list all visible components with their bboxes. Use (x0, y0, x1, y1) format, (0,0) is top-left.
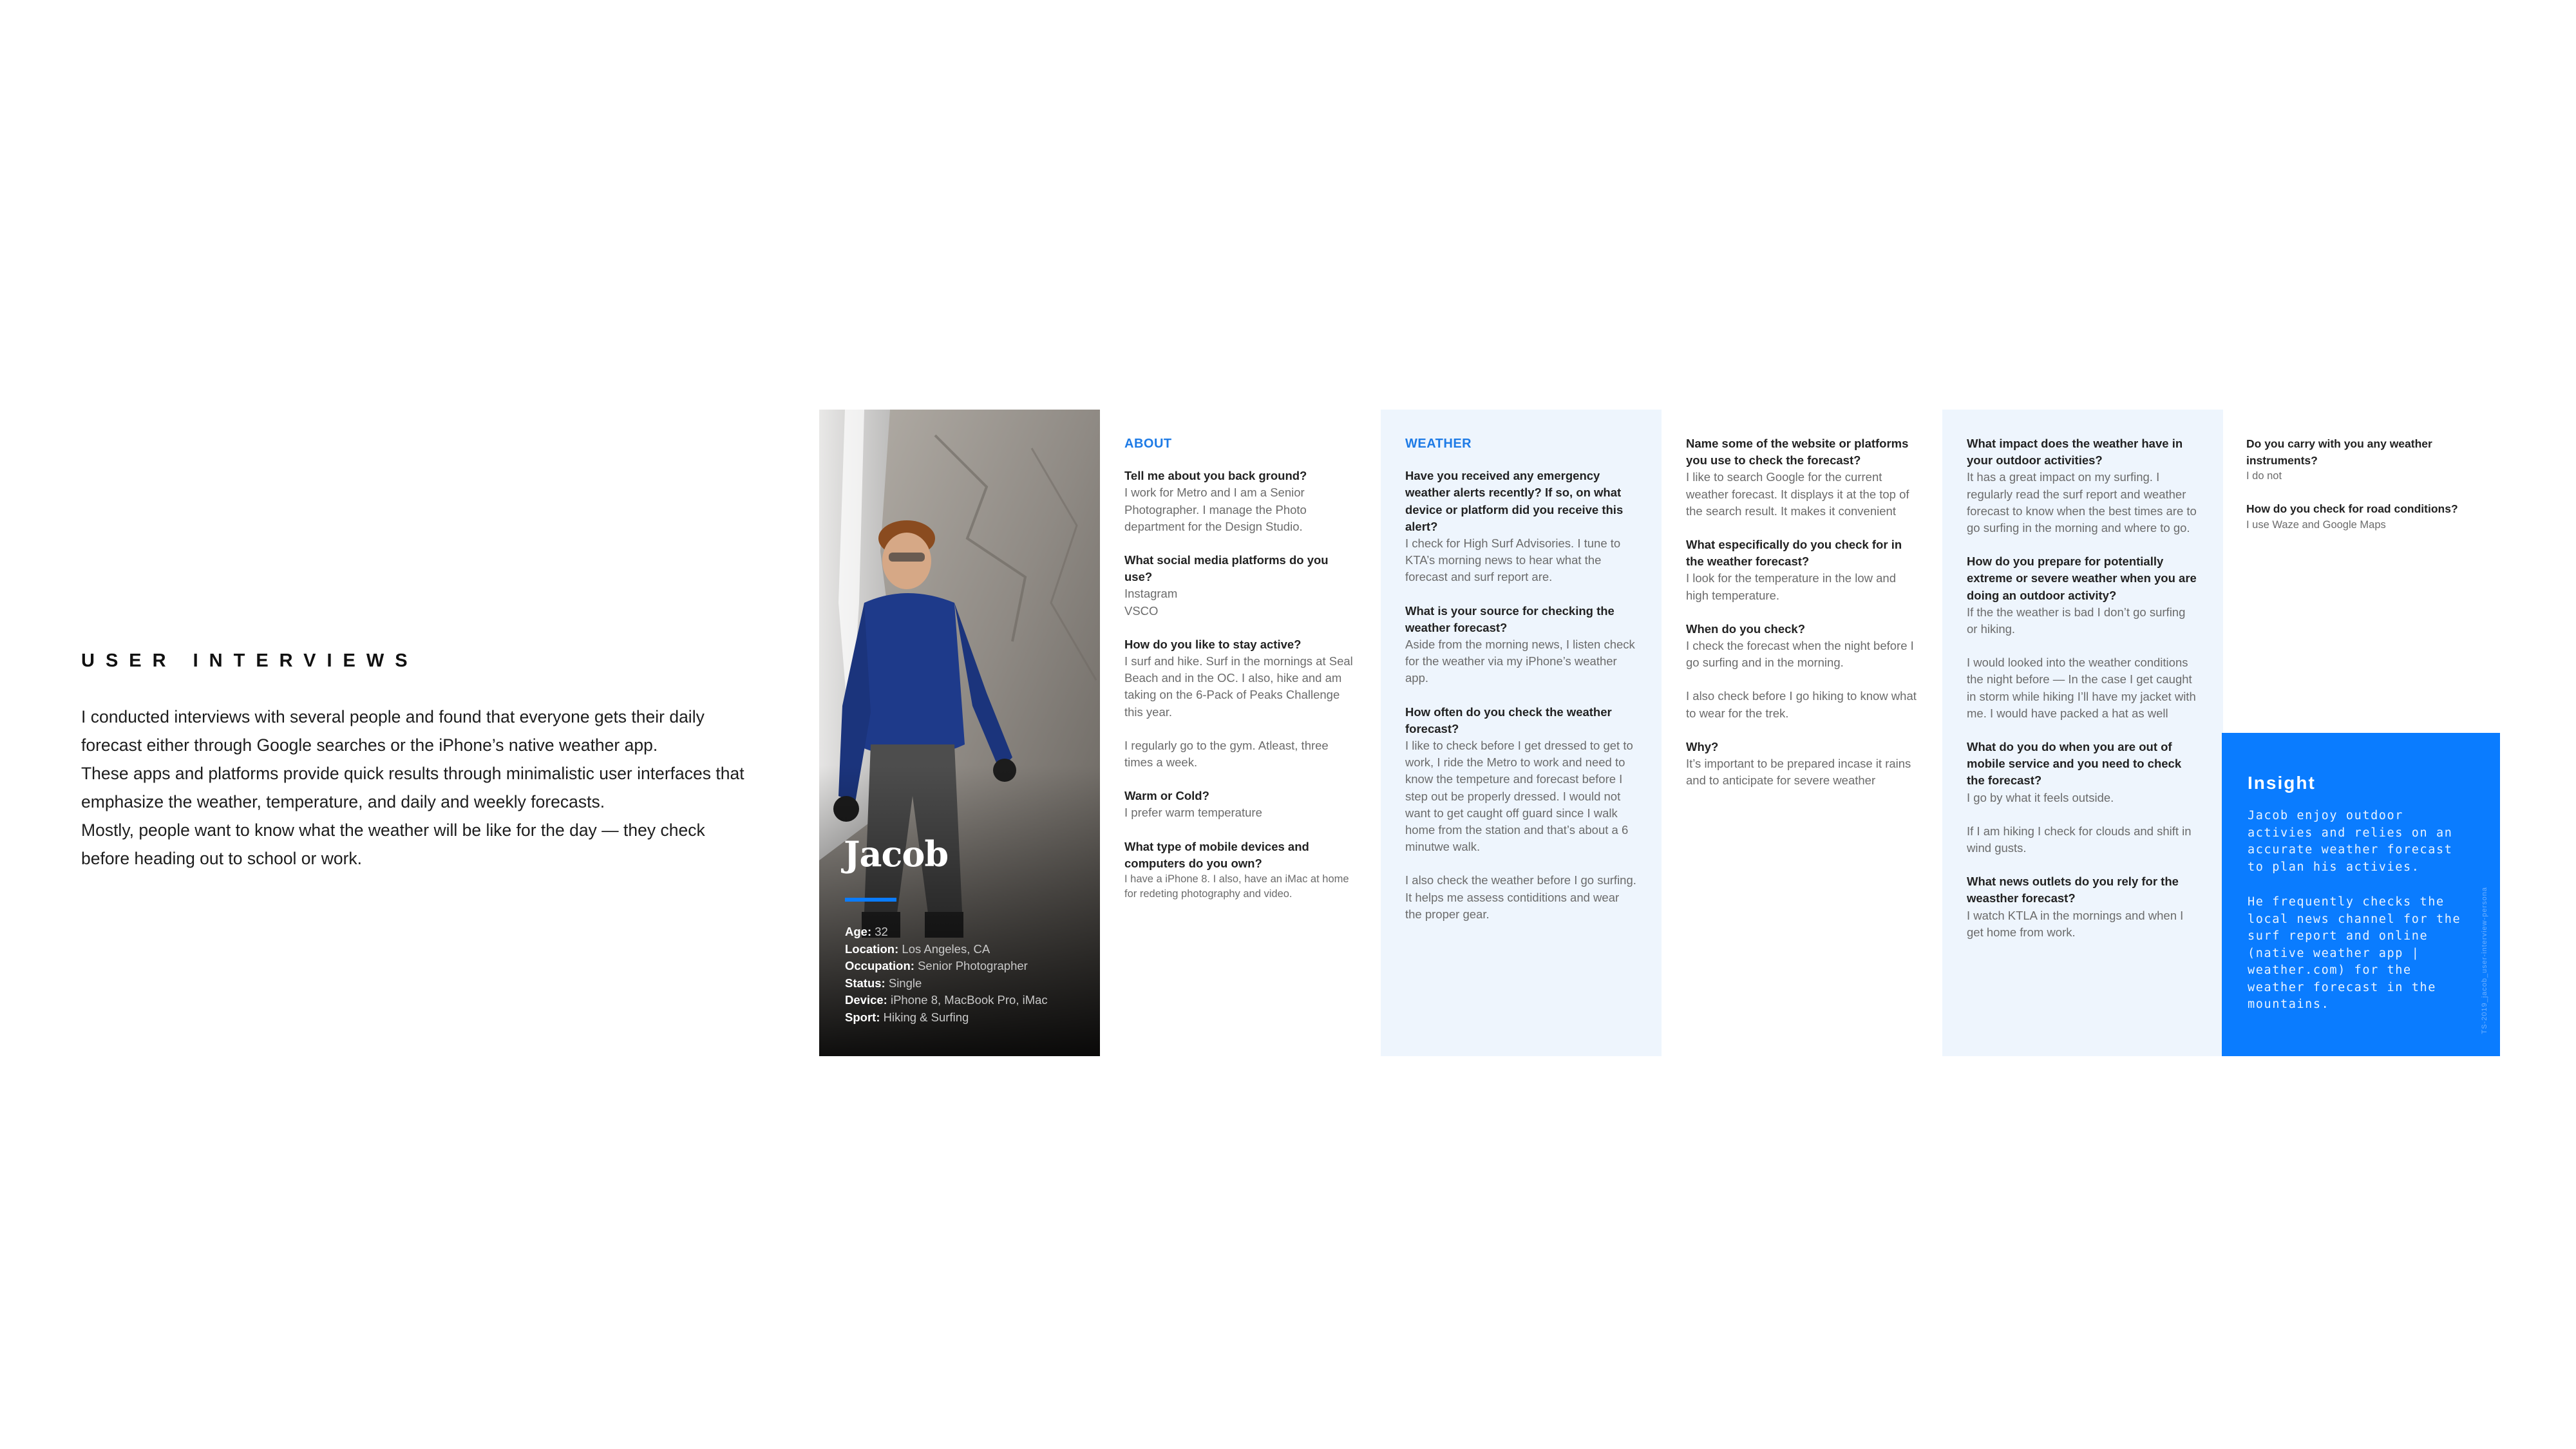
answer: I surf and hike. Surf in the mornings at Seal Beach and in the OC. I also, hike and am taking on the 6-Pack of Peaks Challenge this year. (1124, 654, 1353, 719)
answer: If I am hiking I check for clouds and shift in wind gusts. (1967, 824, 2192, 855)
question: What news outlets do you rely for the weasther forecast? (1967, 875, 2179, 905)
answer: I check the forecast when the night before I go surfing and in the morning. (1686, 639, 1914, 670)
persona-name: Jacob (844, 833, 949, 875)
question: How do you check for road conditions? (2246, 502, 2458, 516)
answer: It’s important to be prepared incase it rains and to anticipate for severe weather (1686, 757, 1911, 788)
weather-title: WEATHER (1405, 437, 1472, 451)
persona-facts (845, 923, 1090, 1026)
persona-card (819, 410, 1100, 1056)
fact-sport: Sport: Hiking & Surfing (845, 1010, 969, 1024)
intro-paragraph-3: Mostly, people want to know what the weather will be like for the day — they check before heading out to school or work. (81, 820, 705, 868)
question: What impact does the weather have in your outdoor activities? (1967, 437, 2183, 468)
accent-rule (845, 898, 896, 902)
fact-status: Status: Single (845, 976, 922, 990)
answer: I also check the weather before I go surfing. It helps me assess contiditions and wear the proper gear. (1405, 873, 1636, 921)
sources-column (1662, 410, 1942, 1056)
question: Why? (1686, 739, 1719, 753)
answer: I like to check before I get dressed to get to work, I ride the Metro to work and need to know the tempeture and forecast before I step out be properly dressed. I would not want to get caught off guard since I walk home from the station and that’s about a 6 minutwe walk. (1405, 739, 1633, 854)
question: How often do you check the weather forecast? (1405, 705, 1612, 735)
question: What is your source for checking the weather forecast? (1405, 603, 1615, 634)
insight-panel (2222, 733, 2500, 1056)
question: Do you carry with you any weather instruments? (2246, 437, 2432, 468)
question: Name some of the website or platforms you use to check the forecast? (1686, 437, 1909, 468)
fact-device: Device: iPhone 8, MacBook Pro, iMac (845, 993, 1048, 1007)
answer: I use Waze and Google Maps (2246, 518, 2386, 531)
answer: I like to search Google for the current weather forecast. It displays it at the top of the search result. It makes it convenient (1686, 470, 1909, 518)
answer: I work for Metro and I am a Senior Photographer. I manage the Photo department for the Design Studio. (1124, 486, 1307, 533)
answer: I also check before I go hiking to know what to wear for the trek. (1686, 689, 1917, 720)
answer: Aside from the morning news, I listen check for the weather via my iPhone’s weather app. (1405, 638, 1635, 685)
insight-paragraph-2: He frequently checks the local news channel for the surf report and online (native weather app | weather.com) for the weather forecast in the mountains. (2248, 895, 2461, 1011)
question: What social media platforms do you use? (1124, 553, 1329, 584)
question: Warm or Cold? (1124, 789, 1209, 803)
question: When do you check? (1686, 621, 1806, 636)
answer: If the the weather is bad I don’t go surfing or hiking. (1967, 605, 2186, 636)
vertical-caption: TS-2019_jacob_user-interview-persona (2481, 887, 2488, 1034)
intro-paragraph-2: These apps and platforms provide quick results through minimalistic user interfaces that emphasize the weather, temperature, and daily and weekly forecasts. (81, 764, 744, 811)
answer: I look for the temperature in the low and high temperature. (1686, 571, 1896, 602)
answer: I go by what it feels outside. (1967, 790, 2114, 804)
question: What type of mobile devices and computers do you own? (1124, 839, 1309, 870)
about-column (1100, 410, 1381, 1056)
answer: I watch KTLA in the mornings and when I get home from work. (1967, 908, 2184, 939)
intro-paragraph-1: I conducted interviews with several people and found that everyone gets their daily forecast either through Google searches or the iPhone’s native weather app. (81, 707, 705, 755)
question: How do you prepare for potentially extreme or severe weather when you are doing an outdoor activity? (1967, 554, 2197, 602)
answer: I regularly go to the gym. Atleast, three times a week. (1124, 738, 1329, 770)
answer: I prefer warm temperature (1124, 806, 1262, 820)
answer: I would looked into the weather conditions the night before — In the case I get caught in storm while hiking I’ll have my jacket with me. I would have packed a hat as well (1967, 656, 2196, 720)
interview-board (819, 410, 2500, 1056)
answer: It has a great impact on my surfing. I regularly read the surf report and weather forecast to know when the best times are to go surfing in the morning and where to go. (1967, 470, 2197, 535)
question: How do you like to stay active? (1124, 637, 1302, 651)
question: Have you received any emergency weather alerts recently? If so, on what device or platform did you receive this alert? (1405, 469, 1624, 533)
answer: I do not (2246, 470, 2282, 482)
extra-column (2222, 410, 2500, 733)
answer: I have a iPhone 8. I also, have an iMac at home for redeting photography and video. (1124, 873, 1349, 900)
answer: I check for High Surf Advisories. I tune to KTA’s morning news to hear what the forecast and surf report are. (1405, 536, 1621, 584)
fact-location: Location: Los Angeles, CA (845, 942, 990, 956)
question: Tell me about you back ground? (1124, 469, 1307, 483)
question: What especifically do you check for in the weather forecast? (1686, 538, 1902, 569)
insight-paragraph-1: Jacob enjoy outdoor activies and relies on an accurate weather forecast to plan his activies. (2248, 809, 2453, 874)
intro-section (81, 650, 751, 873)
insight-title: Insight (2248, 773, 2316, 793)
answer: Instagram VSCO (1124, 587, 1178, 618)
weather-column (1381, 410, 1662, 1056)
fact-age: Age: 32 (845, 925, 888, 938)
section-heading: USER INTERVIEWS (81, 650, 419, 671)
about-title: ABOUT (1124, 437, 1172, 451)
question: What do you do when you are out of mobile service and you need to check the forecast? (1967, 740, 2182, 788)
impact-column (1942, 410, 2223, 1056)
fact-occupation: Occupation: Senior Photographer (845, 959, 1028, 972)
